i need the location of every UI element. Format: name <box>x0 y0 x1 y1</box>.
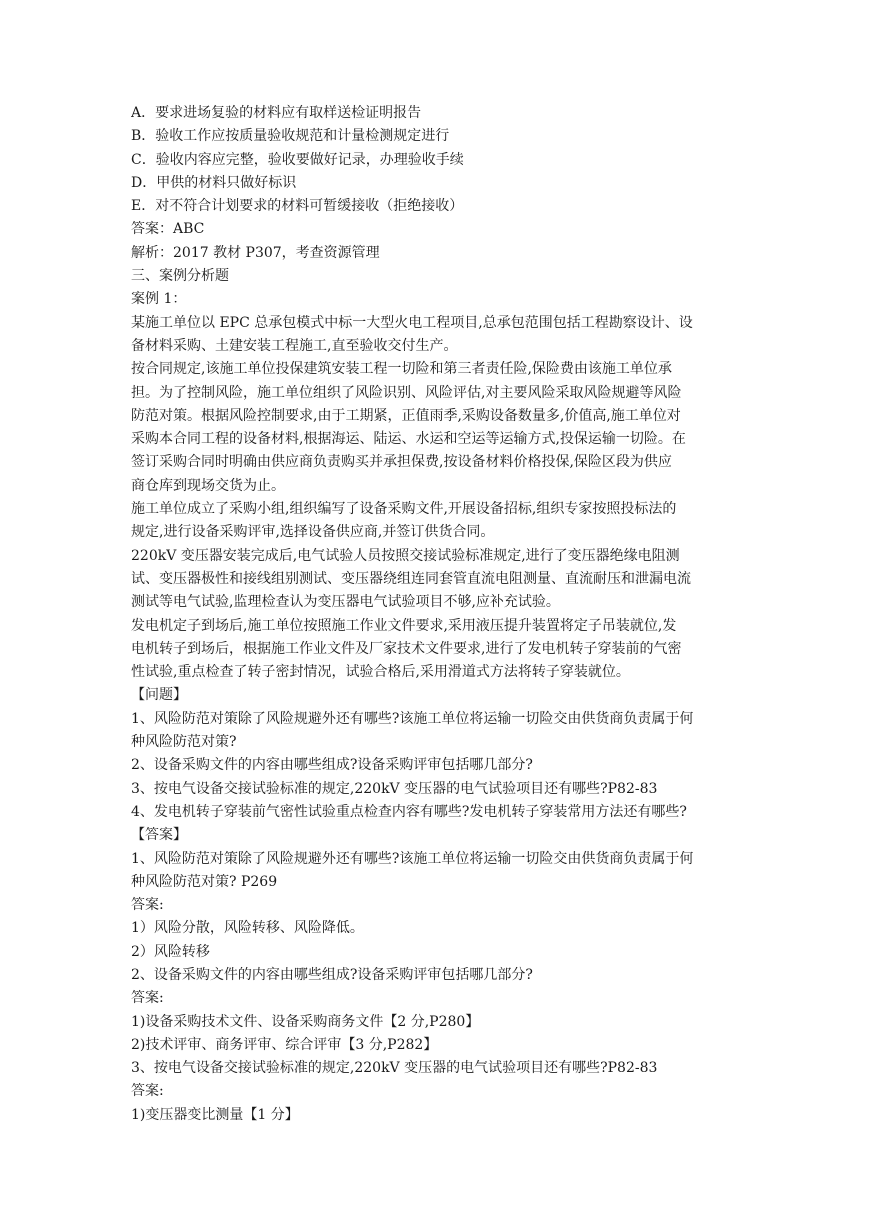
text-line: B．验收工作应按质量验收规范和计量检测规定进行 <box>131 128 450 145</box>
text-line: 1、风险防范对策除了风险规避外还有哪些?该施工单位将运输一切险交由供货商负责属于何 <box>131 850 694 867</box>
text-line: A．要求进场复验的材料应有取样送检证明报告 <box>131 105 422 121</box>
text-line: 性试验,重点检查了转子密封情况，试验合格后,采用滑道式方法将转子穿装就位。 <box>131 664 630 681</box>
text-line: 2、设备采购文件的内容由哪些组成?设备采购评审包括哪几部分? <box>131 966 533 983</box>
text-line: 采购本合同工程的设备材料,根据海运、陆运、水运和空运等运输方式,投保运输一切险。在 <box>131 431 686 448</box>
text-line: 三、案例分析题 <box>131 268 229 285</box>
text-line: 备材料采购、土建安装工程施工,直至验收交付生产。 <box>131 337 458 354</box>
text-line: 试、变压器极性和接线组别测试、变压器绕组连同套管直流电阻测量、直流耐压和泄漏电流 <box>131 570 691 587</box>
text-line: 2）风险转移 <box>131 943 210 960</box>
text-line: 答案: <box>131 990 164 1007</box>
text-line: 4、发电机转子穿装前气密性试验重点检查内容有哪些?发电机转子穿装常用方法还有哪些? <box>131 803 687 820</box>
text-line: 种风险防范对策? P269 <box>131 873 278 890</box>
text-line: 1)设备采购技术文件、设备采购商务文件【2 分,P280】 <box>131 1013 480 1030</box>
text-line: 答案：ABC <box>131 221 205 238</box>
text-line: C．验收内容应完整，验收要做好记录，办理验收手续 <box>131 151 464 168</box>
text-line: 答案: <box>131 1083 164 1100</box>
text-line: 【答案】 <box>131 827 187 844</box>
text-line: 1）风险分散，风险转移、风险降低。 <box>131 920 364 937</box>
text-line: 规定,进行设备采购评审,选择设备供应商,并签订供货合同。 <box>131 524 495 541</box>
text-line: 测试等电气试验,监理检查认为变压器电气试验项目不够,应补充试验。 <box>131 594 560 611</box>
text-line: 施工单位成立了采购小组,组织编写了设备采购文件,开展设备招标,组织专家按照投标法的 <box>131 501 677 518</box>
text-line: 防范对策。根据风险控制要求,由于工期紧，正值雨季,采购设备数量多,价值高,施工单位对 <box>131 407 681 424</box>
document-page <box>131 102 743 1127</box>
text-line: 担。为了控制风险，施工单位组织了风险识别、风险评估,对主要风险采取风险规避等风险 <box>131 384 682 401</box>
text-line: 按合同规定,该施工单位投保建筑安装工程一切险和第三者责任险,保险费由该施工单位承 <box>131 361 672 378</box>
text-line: E．对不符合计划要求的材料可暂缓接收（拒绝接收） <box>131 198 464 215</box>
text-line: 种风险防范对策? <box>131 734 237 751</box>
text-line: 电机转子到场后，根据施工作业文件及厂家技术文件要求,进行了发电机转子穿装前的气密 <box>131 640 682 657</box>
text-line: 商仓库到现场交货为止。 <box>131 477 285 494</box>
text-line: 解析：2017 教材 P307，考查资源管理 <box>131 244 380 261</box>
text-line: 2、设备采购文件的内容由哪些组成?设备采购评审包括哪几部分? <box>131 757 533 774</box>
text-line: 【问题】 <box>131 687 187 704</box>
text-line: 案例 1： <box>131 291 187 308</box>
text-line: 3、按电气设备交接试验标准的规定,220kV 变压器的电气试验项目还有哪些?P82-83 <box>131 780 658 797</box>
text-line: 答案: <box>131 897 164 914</box>
text-line: 1)变压器变比测量【1 分】 <box>131 1106 299 1123</box>
text-line: D．甲供的材料只做好标识 <box>131 174 297 191</box>
text-line: 2)技术评审、商务评审、综合评审【3 分,P282】 <box>131 1036 438 1053</box>
text-line: 签订采购合同时明确由供应商负责购买并承担保费,按设备材料价格投保,保险区段为供应 <box>131 454 672 471</box>
text-line: 某施工单位以 EPC 总承包模式中标一大型火电工程项目,总承包范围包括工程勘察设计、设 <box>131 314 693 331</box>
text-line: 1、风险防范对策除了风险规避外还有哪些?该施工单位将运输一切险交由供货商负责属于何 <box>131 710 694 727</box>
text-line: 发电机定子到场后,施工单位按照施工作业文件要求,采用液压提升装置将定子吊装就位,发 <box>131 617 677 634</box>
text-line: 220kV 变压器安装完成后,电气试验人员按照交接试验标准规定,进行了变压器绝缘电阻测 <box>131 547 680 564</box>
text-line: 3、按电气设备交接试验标准的规定,220kV 变压器的电气试验项目还有哪些?P82-83 <box>131 1060 658 1077</box>
